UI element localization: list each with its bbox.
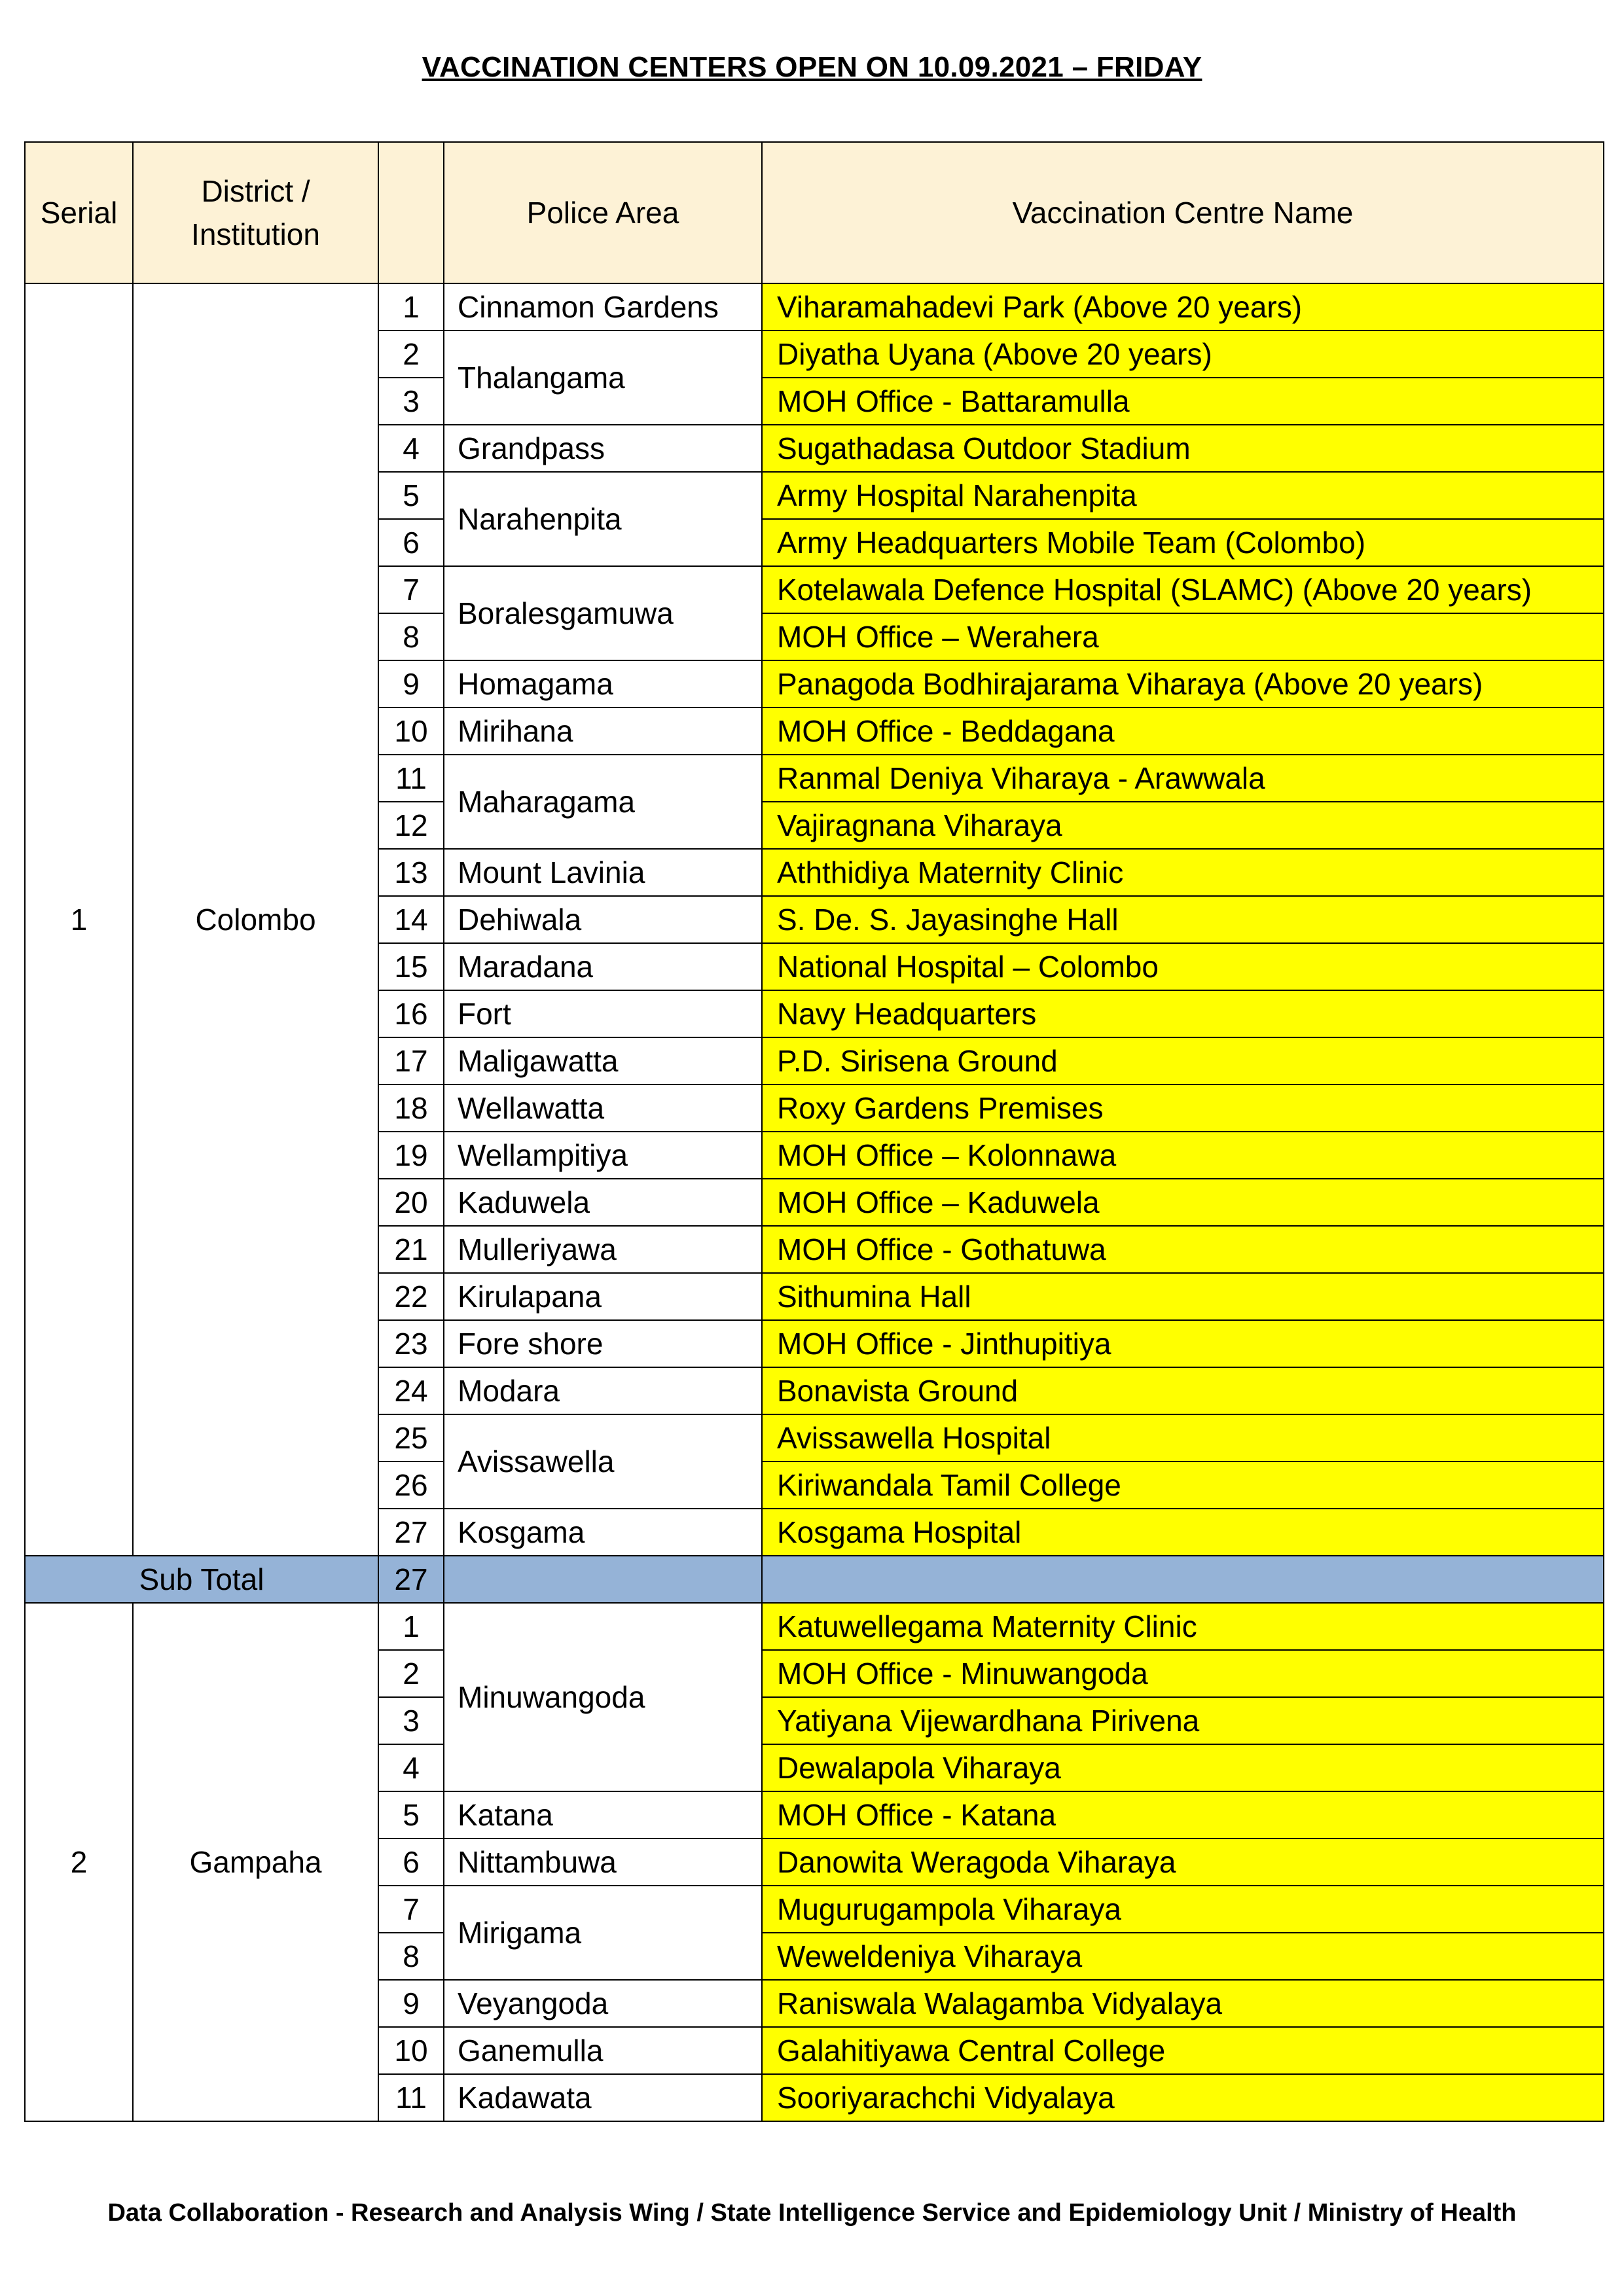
centre-number: 13 bbox=[378, 849, 444, 896]
centre-number: 23 bbox=[378, 1320, 444, 1367]
table-body bbox=[25, 283, 1604, 2121]
centre-number: 11 bbox=[378, 2074, 444, 2121]
centre-name-cell: MOH Office – Kaduwela bbox=[762, 1179, 1604, 1226]
centre-name-cell: Army Hospital Narahenpita bbox=[762, 472, 1604, 519]
police-area-cell: Modara bbox=[444, 1367, 762, 1414]
centre-number: 6 bbox=[378, 1839, 444, 1886]
vaccination-centres-table bbox=[24, 141, 1604, 2122]
centre-number: 8 bbox=[378, 613, 444, 660]
centre-name-cell: Dewalapola Viharaya bbox=[762, 1744, 1604, 1791]
police-area-cell: Wellampitiya bbox=[444, 1132, 762, 1179]
centre-number: 20 bbox=[378, 1179, 444, 1226]
centre-name-cell: Katuwellegama Maternity Clinic bbox=[762, 1603, 1604, 1650]
centre-name-cell: Navy Headquarters bbox=[762, 990, 1604, 1037]
centre-number: 4 bbox=[378, 425, 444, 472]
police-area-cell: Mulleriyawa bbox=[444, 1226, 762, 1273]
centre-number: 27 bbox=[378, 1509, 444, 1556]
centre-number: 7 bbox=[378, 1886, 444, 1933]
police-area-cell: Kaduwela bbox=[444, 1179, 762, 1226]
police-area-cell: Maharagama bbox=[444, 755, 762, 849]
police-area-cell: Ganemulla bbox=[444, 2027, 762, 2074]
centre-name-cell: Kiriwandala Tamil College bbox=[762, 1462, 1604, 1509]
table-row bbox=[25, 1603, 1604, 1650]
centre-number: 9 bbox=[378, 660, 444, 708]
centre-number: 11 bbox=[378, 755, 444, 802]
police-area-cell: Maligawatta bbox=[444, 1037, 762, 1085]
centre-number: 16 bbox=[378, 990, 444, 1037]
centre-name-cell: S. De. S. Jayasinghe Hall bbox=[762, 896, 1604, 943]
centre-number: 6 bbox=[378, 519, 444, 566]
centre-number: 10 bbox=[378, 2027, 444, 2074]
police-area-cell: Mirigama bbox=[444, 1886, 762, 1980]
police-area-cell: Mount Lavinia bbox=[444, 849, 762, 896]
police-area-cell: Maradana bbox=[444, 943, 762, 990]
centre-name-cell: Yatiyana Vijewardhana Pirivena bbox=[762, 1697, 1604, 1744]
centre-number: 3 bbox=[378, 1697, 444, 1744]
centre-name-cell: Sithumina Hall bbox=[762, 1273, 1604, 1320]
centre-number: 14 bbox=[378, 896, 444, 943]
header-serial: Serial bbox=[25, 142, 133, 283]
district-cell: Gampaha bbox=[133, 1603, 378, 2121]
serial-cell: 1 bbox=[25, 283, 133, 1556]
centre-name-cell: MOH Office - Minuwangoda bbox=[762, 1650, 1604, 1697]
header-centre-name: Vaccination Centre Name bbox=[762, 142, 1604, 283]
police-area-cell: Veyangoda bbox=[444, 1980, 762, 2027]
page-title: VACCINATION CENTERS OPEN ON 10.09.2021 – FRIDAY bbox=[422, 51, 1202, 83]
centre-name-cell: Kosgama Hospital bbox=[762, 1509, 1604, 1556]
centre-name-cell: Ranmal Deniya Viharaya - Arawwala bbox=[762, 755, 1604, 802]
centre-number: 21 bbox=[378, 1226, 444, 1273]
police-area-cell: Homagama bbox=[444, 660, 762, 708]
table-row bbox=[25, 283, 1604, 331]
centre-name-cell: MOH Office – Kolonnawa bbox=[762, 1132, 1604, 1179]
police-area-cell: Kadawata bbox=[444, 2074, 762, 2121]
centre-name-cell: Viharamahadevi Park (Above 20 years) bbox=[762, 283, 1604, 331]
police-area-cell: Boralesgamuwa bbox=[444, 566, 762, 660]
centre-number: 26 bbox=[378, 1462, 444, 1509]
police-area-cell: Nittambuwa bbox=[444, 1839, 762, 1886]
centre-name-cell: Bonavista Ground bbox=[762, 1367, 1604, 1414]
police-area-cell: Cinnamon Gardens bbox=[444, 283, 762, 331]
centre-number: 10 bbox=[378, 708, 444, 755]
subtotal-empty-cell bbox=[762, 1556, 1604, 1603]
police-area-cell: Fort bbox=[444, 990, 762, 1037]
police-area-cell: Thalangama bbox=[444, 331, 762, 425]
centre-number: 1 bbox=[378, 283, 444, 331]
centre-name-cell: P.D. Sirisena Ground bbox=[762, 1037, 1604, 1085]
centre-number: 15 bbox=[378, 943, 444, 990]
centre-name-cell: Avissawella Hospital bbox=[762, 1414, 1604, 1462]
subtotal-row bbox=[25, 1556, 1604, 1603]
centre-name-cell: Sugathadasa Outdoor Stadium bbox=[762, 425, 1604, 472]
centre-name-cell: MOH Office – Werahera bbox=[762, 613, 1604, 660]
centre-name-cell: Panagoda Bodhirajarama Viharaya (Above 20 years) bbox=[762, 660, 1604, 708]
header-district: District / Institution bbox=[133, 142, 378, 283]
centre-name-cell: Diyatha Uyana (Above 20 years) bbox=[762, 331, 1604, 378]
subtotal-label: Sub Total bbox=[25, 1556, 378, 1603]
police-area-cell: Kosgama bbox=[444, 1509, 762, 1556]
centre-name-cell: Sooriyarachchi Vidyalaya bbox=[762, 2074, 1604, 2121]
centre-name-cell: MOH Office - Battaramulla bbox=[762, 378, 1604, 425]
table-header-row bbox=[25, 142, 1604, 283]
centre-name-cell: MOH Office - Beddagana bbox=[762, 708, 1604, 755]
centre-name-cell: National Hospital – Colombo bbox=[762, 943, 1604, 990]
police-area-cell: Grandpass bbox=[444, 425, 762, 472]
centre-name-cell: Kotelawala Defence Hospital (SLAMC) (Above 20 years) bbox=[762, 566, 1604, 613]
centre-number: 19 bbox=[378, 1132, 444, 1179]
centre-name-cell: Weweldeniya Viharaya bbox=[762, 1933, 1604, 1980]
centre-name-cell: MOH Office - Jinthupitiya bbox=[762, 1320, 1604, 1367]
police-area-cell: Wellawatta bbox=[444, 1085, 762, 1132]
centre-name-cell: MOH Office - Gothatuwa bbox=[762, 1226, 1604, 1273]
centre-name-cell: Roxy Gardens Premises bbox=[762, 1085, 1604, 1132]
police-area-cell: Avissawella bbox=[444, 1414, 762, 1509]
centre-number: 3 bbox=[378, 378, 444, 425]
centre-name-cell: Danowita Weragoda Viharaya bbox=[762, 1839, 1604, 1886]
header-police-area: Police Area bbox=[444, 142, 762, 283]
centre-name-cell: Raniswala Walagamba Vidyalaya bbox=[762, 1980, 1604, 2027]
police-area-cell: Fore shore bbox=[444, 1320, 762, 1367]
centre-name-cell: MOH Office - Katana bbox=[762, 1791, 1604, 1839]
centre-number: 18 bbox=[378, 1085, 444, 1132]
police-area-cell: Mirihana bbox=[444, 708, 762, 755]
police-area-cell: Narahenpita bbox=[444, 472, 762, 566]
centre-number: 4 bbox=[378, 1744, 444, 1791]
centre-number: 22 bbox=[378, 1273, 444, 1320]
centre-number: 12 bbox=[378, 802, 444, 849]
police-area-cell: Minuwangoda bbox=[444, 1603, 762, 1791]
centre-number: 24 bbox=[378, 1367, 444, 1414]
police-area-cell: Kirulapana bbox=[444, 1273, 762, 1320]
serial-cell: 2 bbox=[25, 1603, 133, 2121]
centre-number: 17 bbox=[378, 1037, 444, 1085]
footer-credit: Data Collaboration - Research and Analysis Wing / State Intelligence Service and Epidemiology Unit / Ministry of Health bbox=[107, 2199, 1517, 2227]
centre-number: 5 bbox=[378, 472, 444, 519]
centre-number: 1 bbox=[378, 1603, 444, 1650]
centre-name-cell: Galahitiyawa Central College bbox=[762, 2027, 1604, 2074]
subtotal-value: 27 bbox=[378, 1556, 444, 1603]
centre-name-cell: Vajiragnana Viharaya bbox=[762, 802, 1604, 849]
header-number bbox=[378, 142, 444, 283]
centre-number: 25 bbox=[378, 1414, 444, 1462]
centre-number: 7 bbox=[378, 566, 444, 613]
centre-name-cell: Aththidiya Maternity Clinic bbox=[762, 849, 1604, 896]
centre-number: 2 bbox=[378, 1650, 444, 1697]
centre-number: 2 bbox=[378, 331, 444, 378]
centre-number: 8 bbox=[378, 1933, 444, 1980]
subtotal-empty-cell bbox=[444, 1556, 762, 1603]
centre-name-cell: Army Headquarters Mobile Team (Colombo) bbox=[762, 519, 1604, 566]
district-cell: Colombo bbox=[133, 283, 378, 1556]
police-area-cell: Dehiwala bbox=[444, 896, 762, 943]
police-area-cell: Katana bbox=[444, 1791, 762, 1839]
centre-number: 5 bbox=[378, 1791, 444, 1839]
centre-number: 9 bbox=[378, 1980, 444, 2027]
centre-name-cell: Mugurugampola Viharaya bbox=[762, 1886, 1604, 1933]
